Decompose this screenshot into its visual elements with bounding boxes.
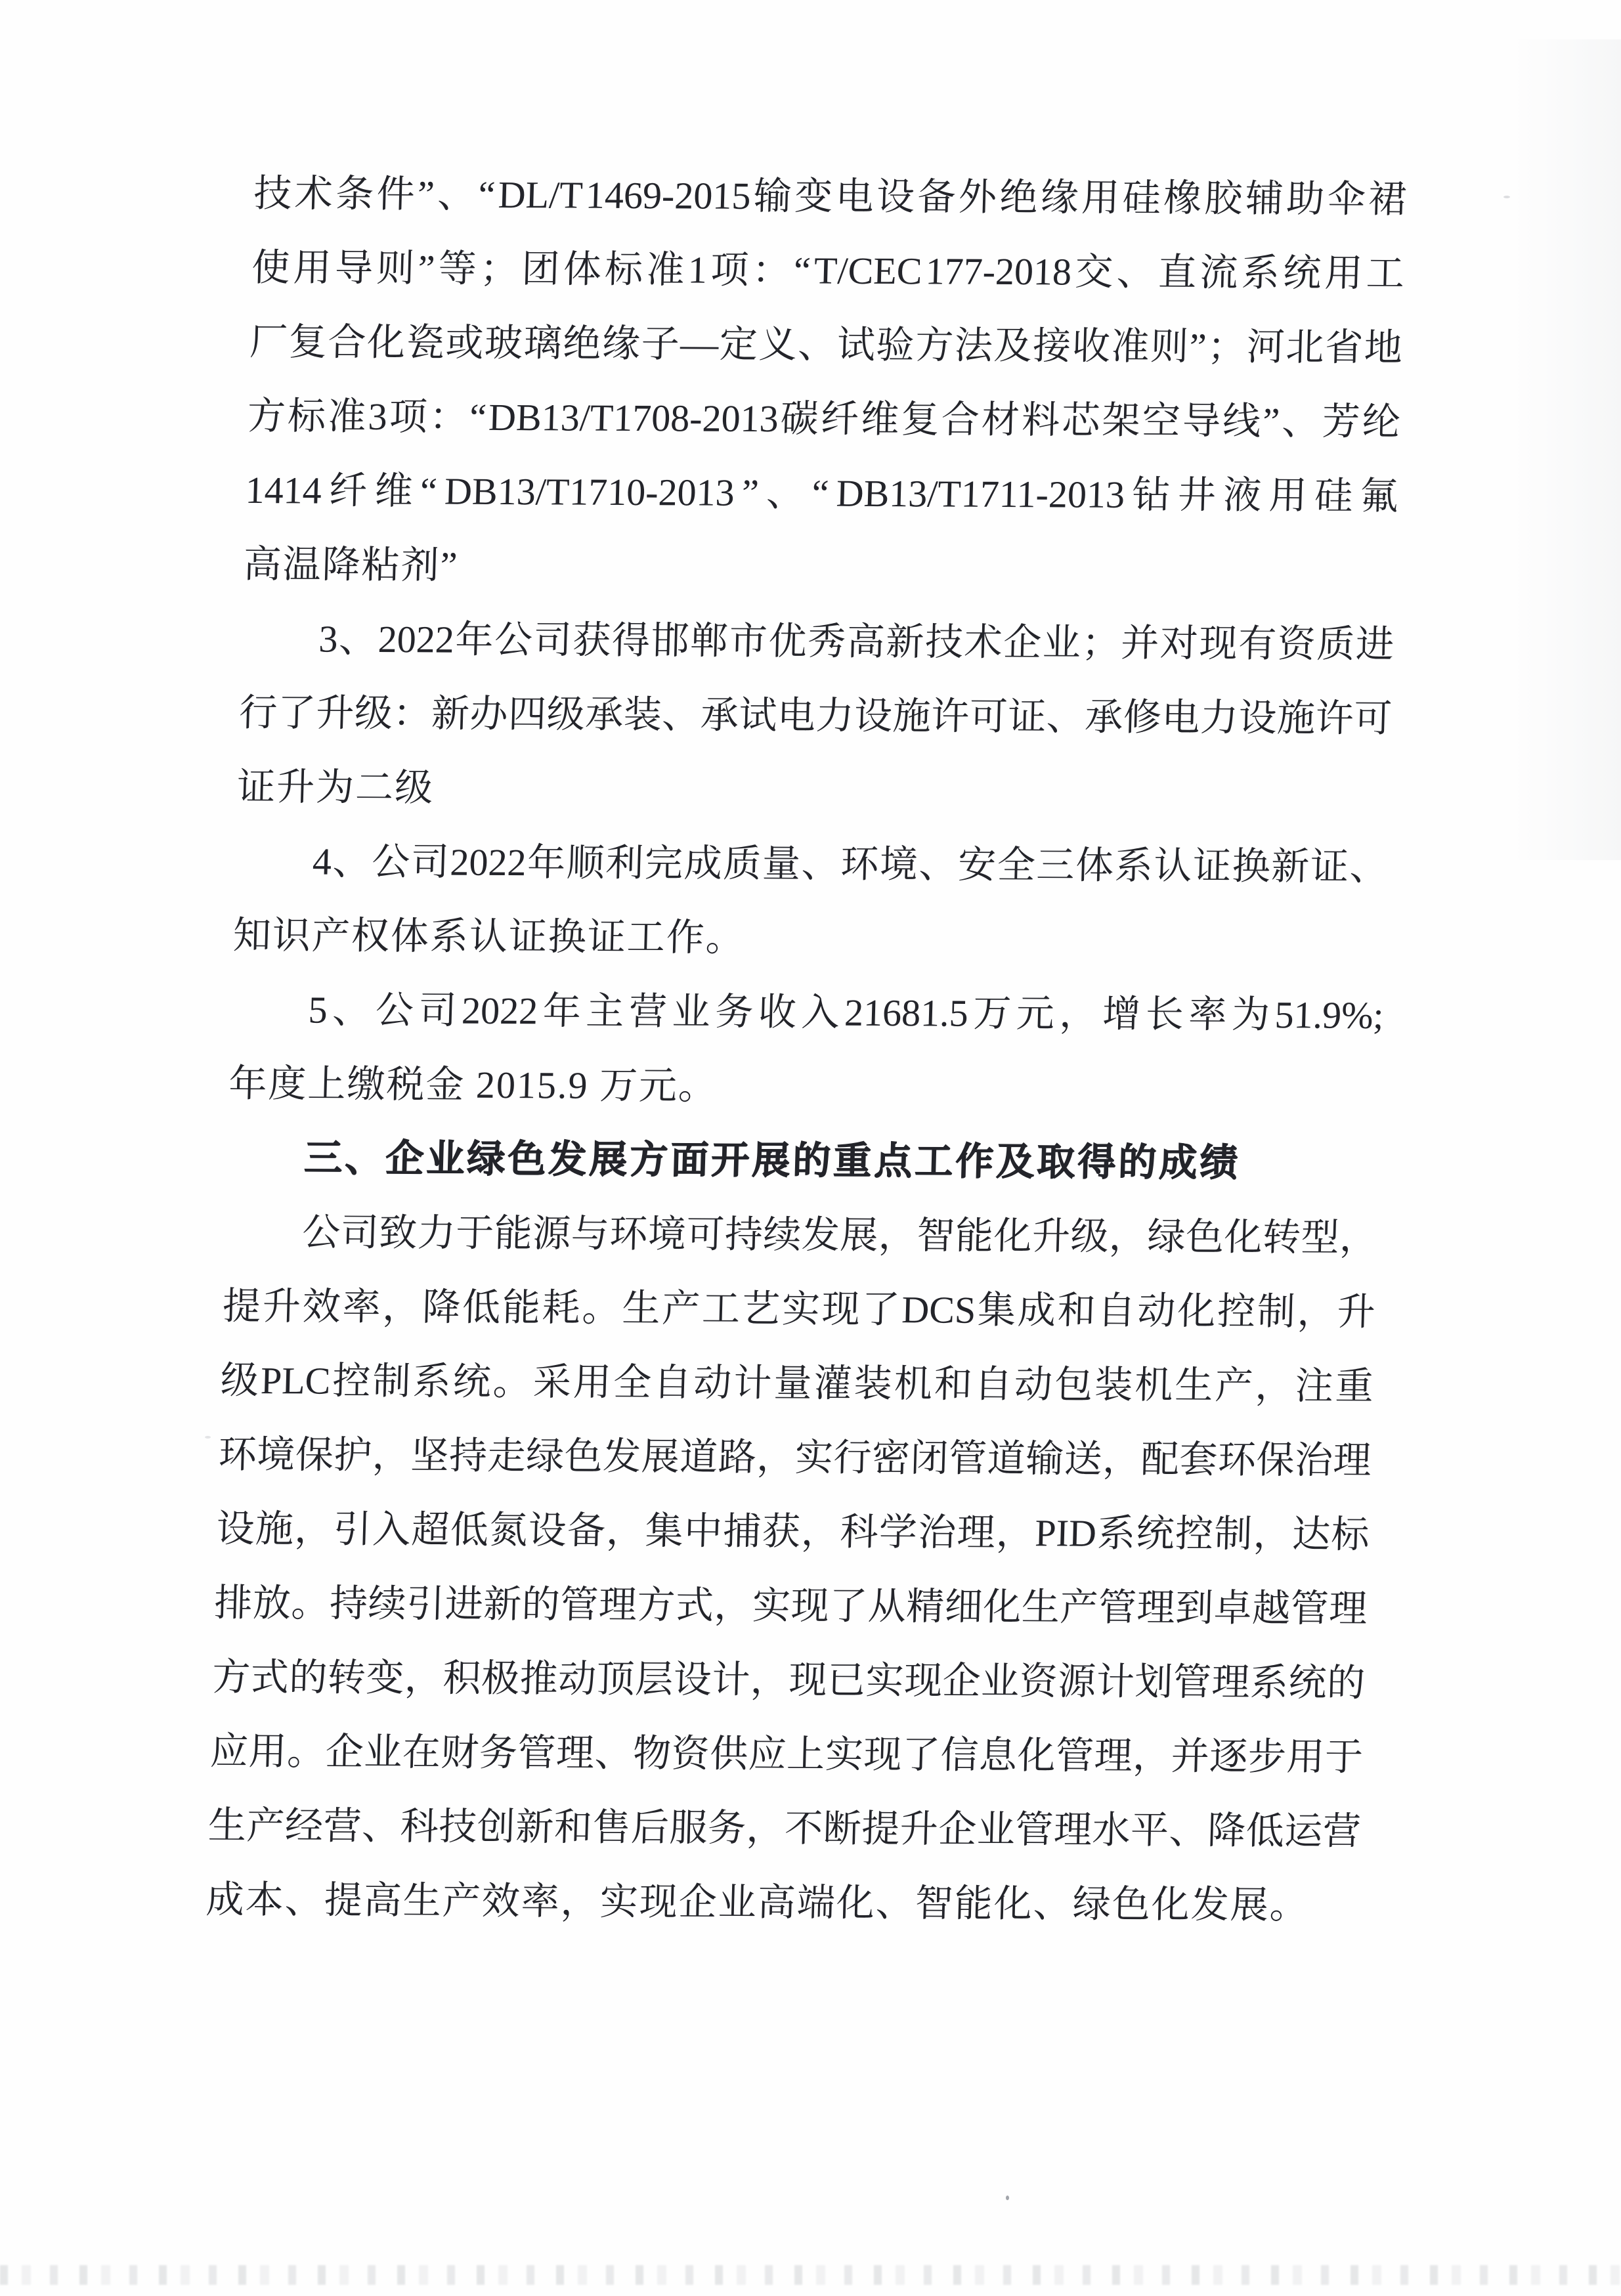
text-line: 4 、 公 司 2022 年 顺 利 完 成 质 量 、 环 境 、 安 全 三 体 系 认 证 换 新 证 、 (312, 840, 1389, 889)
document-body (205, 156, 1408, 1943)
text-line: 提 升 效 率 ， 降 低 能 耗 。 生 产 工 艺 实 现 了 DCS 集 成 和 自 动 化 控 制 ， 升 (222, 1284, 1376, 1333)
scan-noise-band (0, 2265, 1621, 2285)
text-line: 级 PLC 控 制 系 统 。 采 用 全 自 动 计 量 灌 装 机 和 自 动 包 装 机 生 产 ， 注 重 (220, 1358, 1374, 1408)
text-line: 厂 复 合 化 瓷 或 玻 璃 绝 缘 子 — 定 义 、 试 验 方 法 及 接 收 准 则 ” ； 河 北 省 地 (249, 320, 1403, 370)
text-line: 排 放 。 持 续 引 进 新 的 管 理 方 式 ， 实 现 了 从 精 细 化 生 产 管 理 到 卓 越 管 理 (213, 1581, 1368, 1630)
text-line: 年度上缴税金 2015.9 万元。 (228, 1062, 718, 1108)
text-line: 方 式 的 转 变 ， 积 极 推 动 顶 层 设 计 ， 现 已 实 现 企 业 资 源 计 划 管 理 系 统 的 (211, 1655, 1366, 1704)
text-line: 3 、 2022 年 公 司 获 得 邯 郸 市 优 秀 高 新 技 术 企 业 ； 并 对 现 有 资 质 进 (318, 617, 1395, 666)
text-line: 公 司 致 力 于 能 源 与 环 境 可 持 续 发 展 ， 智 能 化 升 级 ， 绿 色 化 转 型 ， (301, 1211, 1379, 1259)
text-line: 技 术 条 件 ” 、 “ DL/T 1469-2015 输 变 电 设 备 外 绝 缘 用 硅 橡 胶 辅 助 伞 裙 (253, 171, 1408, 221)
text-line: 知识产权体系认证换证工作。 (232, 913, 746, 959)
text-line: 使 用 导 则 ” 等 ； 团 体 标 准 1 项 ： “ T/CEC 177-2018 交 、 直 流 系 统 用 工 (251, 246, 1405, 295)
text-line: 生 产 经 营 、 科 技 创 新 和 售 后 服 务 ， 不 断 提 升 企 业 管 理 水 平 、 降 低 运 营 (207, 1804, 1362, 1853)
scan-speck (205, 1436, 211, 1439)
text-line: 方 标 准 3 项 ： “ DB13/T1708-2013 碳 纤 维 复 合 材 料 芯 架 空 导 线 ” 、 芳 纶 (247, 394, 1401, 444)
text-line: 1414 纤 维 “ DB13/T1710-2013 ” 、 “ DB13/T1711-2013 钻 井 液 用 硅 氟 (244, 468, 1399, 518)
text-line: 高温降粘剂” (242, 542, 460, 587)
text-line: 环 境 保 护 ， 坚 持 走 绿 色 发 展 道 路 ， 实 行 密 闭 管 道 输 送 ， 配 套 环 保 治 理 (217, 1433, 1372, 1482)
text-line: 应 用 。 企 业 在 财 务 管 理 、 物 资 供 应 上 实 现 了 信 息 化 管 理 ， 并 逐 步 用 于 (209, 1729, 1364, 1779)
text-line: 5 、 公 司 2022 年 主 营 业 务 收 入 21681.5 万 元 ， 增 长 率 为 51.9%; (307, 988, 1385, 1037)
text-line: 证升为二级 (236, 765, 435, 810)
scan-shadow-right (1509, 39, 1621, 860)
text-line: 成本、提高生产效率，实现企业高端化、智能化、绿色化发展。 (205, 1878, 1310, 1927)
text-line: 三、企业绿色发展方面开展的重点工作及取得的成绩 (303, 1137, 1242, 1184)
text-line: 设 施 ， 引 入 超 低 氮 设 备 ， 集 中 捕 获 ， 科 学 治 理 ， PID 系 统 控 制 ， 达 标 (215, 1507, 1370, 1556)
text-line: 行 了 升 级 ： 新 办 四 级 承 装 、 承 试 电 力 设 施 许 可 证 、 承 修 电 力 设 施 许 可 (238, 691, 1393, 741)
scan-speck (1503, 196, 1510, 198)
scan-speck (1006, 2196, 1009, 2200)
